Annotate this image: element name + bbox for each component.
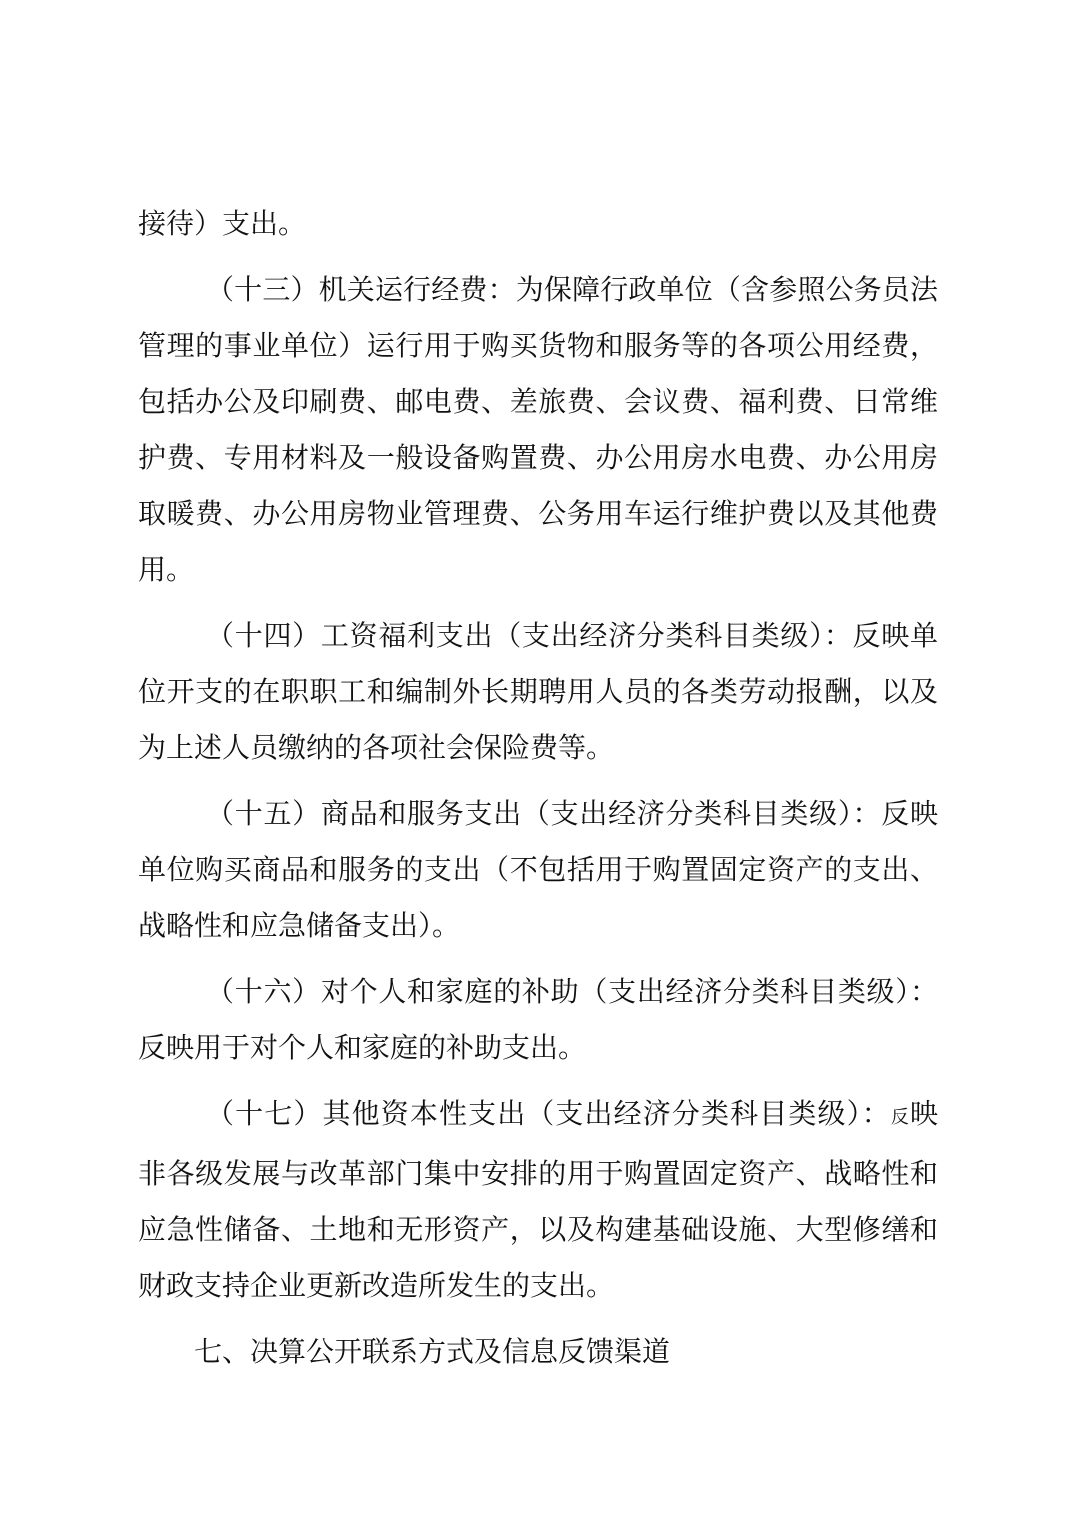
paragraph-item-15: （十五）商品和服务支出（支出经济分类科目类级）：反映单位购买商品和服务的支出（不包括用于购置固定资产的支出、战略性和应急储备支出）。 xyxy=(138,797,938,942)
section-7-heading: 七、决算公开联系方式及信息反馈渠道 xyxy=(194,1335,671,1368)
paragraph-item-13: （十三）机关运行经费：为保障行政单位（含参照公务员法管理的事业单位）运行用于购买货物和服务等的各项公用经费，包括办公及印刷费、邮电费、差旅费、会议费、福利费、日常维护费、专用材料及一般设备购置费、办公用房水电费、办公用房取暖费、办公用房物业管理费、公务用车运行维护费以及其他费用。 xyxy=(138,273,938,586)
paragraph-continuation: 接待）支出。 xyxy=(138,207,307,240)
paragraph-item-16: （十六）对个人和家庭的补助（支出经济分类科目类级）：反映用于对个人和家庭的补助支出。 xyxy=(138,975,938,1064)
paragraph-item-17-rest: 映非各级发展与改革部门集中安排的用于购置固定资产、战略性和应急性储备、土地和无形资产，以及构建基础设施、大型修缮和财政支持企业更新改造所发生的支出。 xyxy=(138,1097,938,1302)
paragraph-item-17-small-char: 反 xyxy=(890,1107,910,1128)
paragraph-item-17-prefix: （十七）其他资本性支出（支出经济分类科目类级）： xyxy=(206,1097,891,1130)
paragraph-item-17 xyxy=(138,1086,938,1314)
paragraph-item-14: （十四）工资福利支出（支出经济分类科目类级）：反映单位开支的在职职工和编制外长期聘用人员的各类劳动报酬，以及为上述人员缴纳的各项社会保险费等。 xyxy=(138,619,938,764)
document-body xyxy=(138,196,938,1380)
